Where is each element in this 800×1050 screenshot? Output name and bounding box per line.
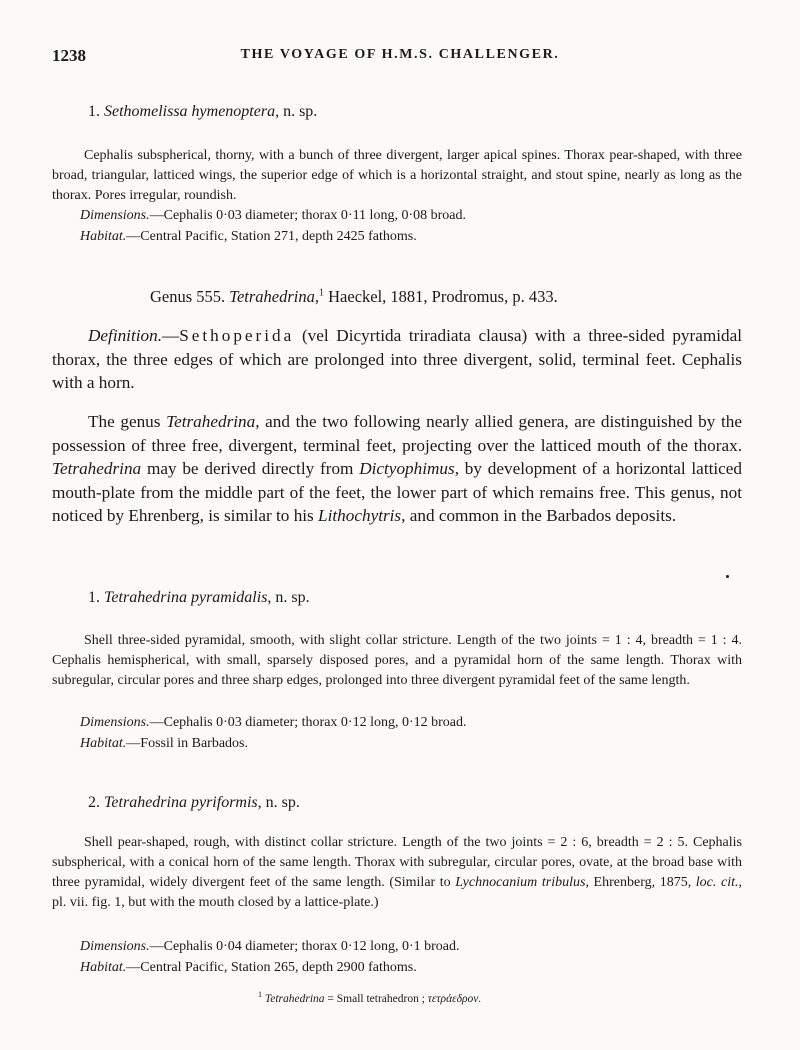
footnote: $^1$ Tetrahedrina = Small tetrahedron ; τετράεδρον. [258, 990, 482, 1005]
species-name: Tetrahedrina pyramidalis [104, 589, 268, 606]
species-name: Sethomelissa hymenoptera [104, 103, 276, 120]
genus-paragraph: The genus Tetrahedrina, and the two following nearly allied genera, are distinguished by the possession of three free, divergent, terminal feet, projecting over the latticed mouth of the thorax. Tetrahedrina may be derived directly from Dictyophimus, by development of a horizontal latticed mouth-plate from the middle part of the feet, the lower part of which remains free. This genus, not noticed by Ehrenberg, is similar to his Lithochytris, and common in the Barbados deposits. [52, 412, 742, 526]
habitat-line: Habitat.—Fossil in Barbados. [80, 736, 249, 751]
dimensions-line: Dimensions.—Cephalis 0·04 diameter; thorax 0·12 long, 0·1 broad. [80, 939, 460, 954]
habitat-line: Habitat.—Central Pacific, Station 265, depth 2900 fathoms. [80, 960, 417, 975]
dimensions-line: Dimensions.—Cephalis 0·03 diameter; thorax 0·11 long, 0·08 broad. [80, 208, 466, 223]
page-number: 1238 [52, 46, 86, 65]
species-heading: 1. Tetrahedrina pyramidalis, n. sp. [88, 589, 310, 606]
genus-heading: Genus 555. Tetrahedrina,$^1$ Haeckel, 1881, Prodromus, p. 433. [150, 287, 558, 306]
footnote-marker: 1 [319, 287, 324, 299]
page-header [52, 46, 748, 68]
species-heading: 2. Tetrahedrina pyriformis, n. sp. [88, 794, 300, 811]
habitat-line: Habitat.—Central Pacific, Station 271, depth 2425 fathoms. [80, 229, 417, 244]
species-description: Cephalis subspherical, thorny, with a bunch of three divergent, larger apical spines. Thorax pear-shaped, with three broad, triangular, latticed wings, the superior edge of which is a horizontal straight, and stout spine, nearly as long as the thorax. Pores irregular, roundish. [52, 148, 742, 203]
species-description: Shell pear-shaped, rough, with distinct collar stricture. Length of the two joints = 2 : 6, breadth = 2 : 5. Cephalis subspherical, with a conical horn of the same length. Thorax with subregular, circular pores, ovate, at the broad base with three pyramidal, widely divergent feet of the same length. (Similar to Lychnocanium tribulus, Ehrenberg, 1875, loc. cit., pl. vii. fig. 1, but with the mouth closed by a lattice-plate.) [52, 835, 742, 910]
species-name: Tetrahedrina pyriformis [104, 794, 258, 811]
genus-definition: Definition.—Sethoperida (vel Dicyrtida triradiata clausa) with a three-sided pyramidal thorax, the three edges of which are prolonged into three divergent, solid, terminal feet. Cephalis with a horn. [52, 326, 742, 393]
running-title: THE VOYAGE OF H.M.S. CHALLENGER. [240, 47, 560, 62]
dimensions-line: Dimensions.—Cephalis 0·03 diameter; thorax 0·12 long, 0·12 broad. [80, 715, 467, 730]
species-heading: 1. Sethomelissa hymenoptera, n. sp. [88, 103, 318, 120]
ink-speck [726, 575, 729, 578]
species-description: Shell three-sided pyramidal, smooth, with slight collar stricture. Length of the two joints = 1 : 4, breadth = 1 : 4. Cephalis hemispherical, with small, sparsely disposed pores, and a pyramidal horn of the same length. Thorax with subregular, circular pores and three sharp edges, prolonged into three divergent pyramidal feet of the same length. [52, 633, 742, 688]
